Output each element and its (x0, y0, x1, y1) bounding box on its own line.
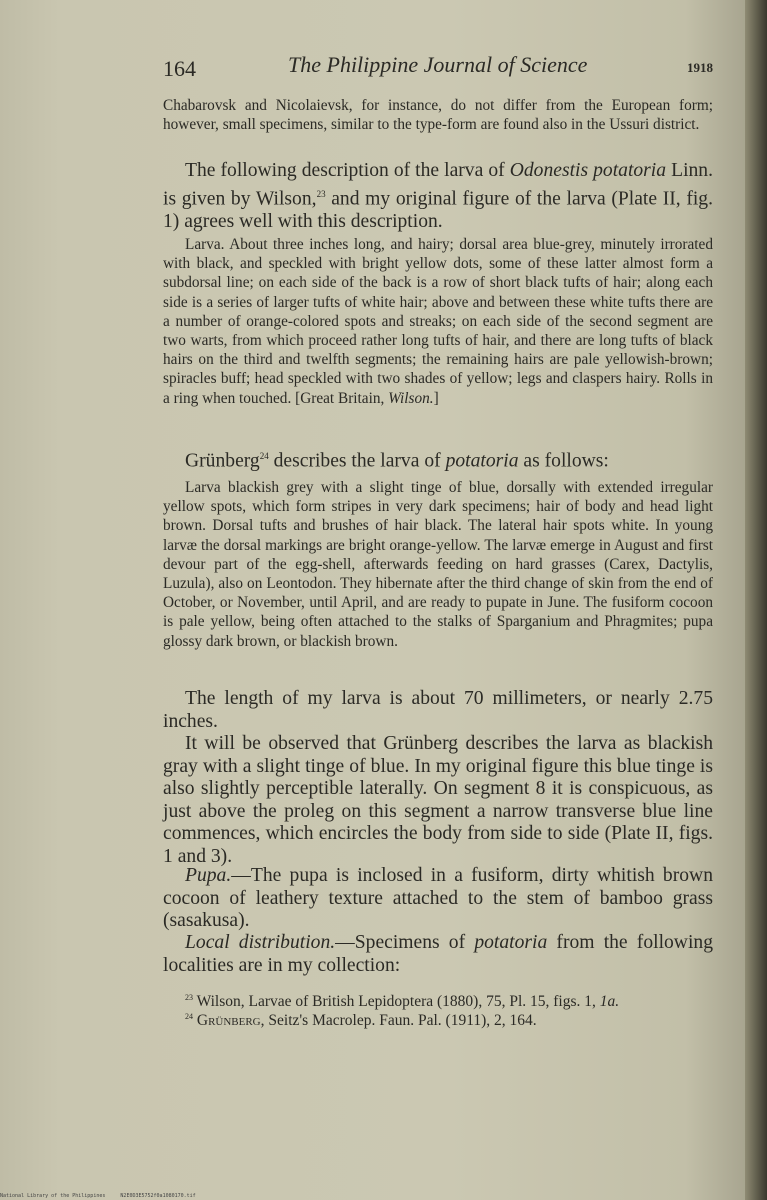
running-header (163, 52, 713, 82)
quote-grunberg: Larva blackish grey with a slight tinge of blue, dorsally with extended irregular yellow spots, which form stripes in very dark specimens; hair of body and head light brown. Dorsal tufts and brushes of hair black. The lateral hair spots white. In young larvæ the dorsal markings are bright orange-yellow. The larvæ emerge in August and first devour part of the egg-shell, afterwards feeding on hard grasses (Carex, Dactylis, Luzula), also on Leontodon. They hibernate after the third change of skin from the end of October, or November, until April, and are ready to pupate in June. The fusiform cocoon is pale yellow, being often attached to the stalks of Sparganium and Phragmites; pupa glossy dark brown, or blackish brown. (163, 479, 713, 650)
journal-title: The Philippine Journal of Science (288, 52, 588, 77)
paragraph-1: Chabarovsk and Nicolaievsk, for instance, do not differ from the European form; however, small specimens, similar to the type-form are found also in the Ussuri district. (163, 97, 713, 134)
paragraph-6: The length of my larva is about 70 millimeters, or nearly 2.75 inches. (163, 688, 713, 732)
section-label-distribution: Local distribution. (185, 932, 336, 953)
page-edge-shadow (745, 0, 767, 1200)
footnote-ref-24: 24 (259, 451, 269, 461)
paragraph-7: It will be observed that Grünberg describes the larva as blackish gray with a slight tinge of blue. In my original figure this blue tinge is also slightly perceptible laterally. On segment 8 it is conspicuous, as just above the proleg on this segment a narrow transverse blue line commences, which encircles the body from side to side (Plate II, figs. 1 and 3). (163, 733, 713, 867)
quote-author: Wilson. (388, 389, 434, 407)
footnote-24: $^{24}$ Grünberg, Seitz's Macrolep. Faun. Pal. (1911), 2, 164. (185, 1012, 537, 1030)
footnote-ref-23: 23 (316, 188, 326, 199)
scan-id: N2E0D3E5752f0a1080170.tif (120, 1193, 196, 1199)
year: 1918 (687, 60, 713, 75)
scan-footer (0, 1193, 196, 1199)
section-label-pupa: Pupa. (185, 865, 232, 886)
footnote-23: $^{23}$ Wilson, Larvae of British Lepidoptera (1880), 75, Pl. 15, figs. 1, 1a. (185, 993, 620, 1011)
species-name: potatoria (474, 932, 548, 953)
species-name: potatoria (445, 450, 519, 472)
paragraph-4: Grünberg$^{24}$ describes the larva of potatoria as follows: (185, 450, 609, 472)
paragraph-pupa: Pupa.—The pupa is inclosed in a fusiform, dirty whitish brown cocoon of leathery texture attached to the stem of bamboo grass (sasakusa). (163, 865, 713, 931)
library-credit: National Library of the Philippines (0, 1193, 106, 1199)
quote-wilson: Larva. About three inches long, and hairy; dorsal area blue-grey, minutely irrorated with black, and speckled with bright yellow dots, some of these latter almost form a subdorsal line; on each side of the back is a row of short black tufts of hair; along each side is a series of larger tufts of white hair; above and between these white tufts there are a number of orange-colored spots and streaks; on each side of the second segment are two warts, from which proceed rather long tufts of hair, and there are long tufts of black hairs on the third and twelfth segments; the remaining hairs are pale yellowish-brown; spiracles buff; head speckled with two shades of yellow; legs and claspers hairy. Rolls in a ring when touched. [Great Britain, Wilson.] (163, 236, 713, 407)
species-name: Odonestis potatoria (509, 160, 667, 181)
paragraph-2: The following description of the larva of Odonestis potatoria Linn. is given by Wilson,$^{23}$ and my original figure of the larva (Plate II, fig. 1) agrees well with this description. (163, 160, 714, 232)
paragraph-distribution: Local distribution.—Specimens of potatoria from the following localities are in my collection: (163, 932, 713, 976)
page-number: 164 (163, 56, 196, 81)
